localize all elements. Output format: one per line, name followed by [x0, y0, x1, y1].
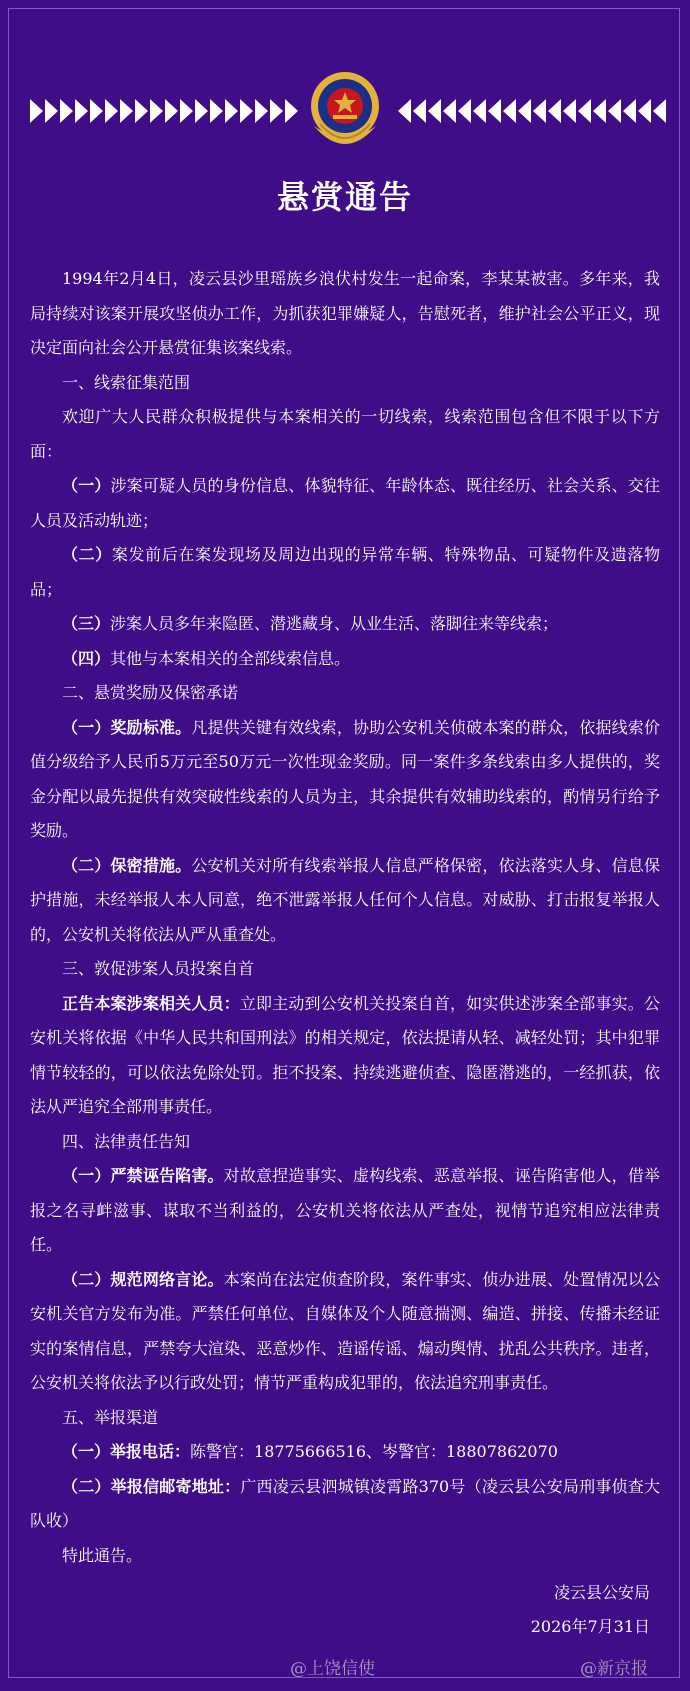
list-item: 正告本案涉案相关人员：立即主动到公安机关投案自首，如实供述涉案全部事实。公安机关将依据《中华人民共和国刑法》的相关规定，依法提请从轻、减轻处罚；其中犯罪情节较轻的，可以依法免除处罚。拒不投案、持续逃避侦查、隐匿潜逃的，一经抓获，依法从严追究全部刑事责任。 [30, 993, 660, 1116]
list-item: （二）案发前后在案发现场及周边出现的异常车辆、特殊物品、可疑物件及遗落物品； [30, 545, 660, 599]
section-heading: 三、敦促涉案人员投案自首 [62, 959, 255, 978]
section-heading: 二、悬赏奖励及保密承诺 [62, 683, 239, 702]
section-heading: 五、举报渠道 [62, 1407, 159, 1427]
notice-title: 悬赏通告 [276, 178, 413, 216]
section-lead: 欢迎广大人民群众积极提供与本案相关的一切线索，线索范围包含但不限于以下方面： [30, 407, 660, 461]
left-chevron-band [30, 99, 298, 123]
watermark-left: @上饶信使 [290, 1659, 375, 1679]
list-item: （一）举报电话：陈警官：18775666516、岑警官：18807862070 [62, 1442, 558, 1461]
list-item: （四）其他与本案相关的全部线索信息。 [62, 648, 351, 668]
section-heading: 一、线索征集范围 [62, 372, 191, 392]
list-item: （三）涉案人员多年来隐匿、潜逃藏身、从业生活、落脚往来等线索； [62, 614, 559, 633]
list-item: （二）保密措施。公安机关对所有线索举报人信息严格保密，依法落实人身、信息保护措施，未经举报人本人同意，绝不泄露举报人任何个人信息。对威胁、打击报复举报人的，公安机关将依法从严从重查处。 [30, 855, 660, 944]
header-banner [0, 66, 690, 156]
right-chevron-band [398, 99, 666, 123]
list-item: （二）规范网络言论。本案尚在法定侦查阶段，案件事实、侦办进展、处置情况以公安机关官方发布为准。严禁任何单位、自媒体及个人随意揣测、编造、拼接、传播未经证实的案情信息，严禁夸大渲染、恶意炒作、造谣传谣、煽动舆情、扰乱公共秩序。违者，公安机关将依法予以行政处罚；情节严重构成犯罪的，依法追究刑事责任。 [30, 1269, 660, 1392]
issuing-organization: 凌云县公安局 [553, 1583, 650, 1602]
intro-paragraph: 1994年2月4日，凌云县沙里瑶族乡浪伏村发生一起命案，李某某被害。多年来，我局持续对该案开展攻坚侦办工作，为抓获犯罪嫌疑人，告慰死者，维护社会公平正义，现决定面向社会公开悬赏征集该案线索。 [30, 269, 660, 357]
list-item: （一）涉案可疑人员的身份信息、体貌特征、年龄体态、既往经历、社会关系、交往人员及活动轨迹； [30, 476, 660, 530]
police-emblem-icon [300, 66, 390, 156]
closing-line: 特此通告。 [62, 1545, 143, 1565]
list-item: （一）严禁诬告陷害。对故意捏造事实、虚构线索、恶意举报、诬告陷害他人，借举报之名寻衅滋事、谋取不当利益的，公安机关将依法从严查处，视情节追究相应法律责任。 [30, 1166, 660, 1254]
issue-date: 2026年7月31日 [530, 1617, 650, 1636]
list-item: （一）奖励标准。凡提供关键有效线索，协助公安机关侦破本案的群众，依据线索价值分级给予人民币5万元至50万元一次性现金奖励。同一案件多条线索由多人提供的，奖金分配以最先提供有效突破性线索的人员为主，其余提供有效辅助线索的，酌情另行给予奖励。 [30, 717, 660, 840]
notice-body [30, 262, 660, 1573]
watermark-right: @新京报 [580, 1659, 648, 1679]
list-item: （二）举报信邮寄地址：广西凌云县泗城镇凌霄路370号（凌云县公安局刑事侦查大队收） [30, 1476, 660, 1530]
section-heading: 四、法律责任告知 [62, 1131, 191, 1151]
